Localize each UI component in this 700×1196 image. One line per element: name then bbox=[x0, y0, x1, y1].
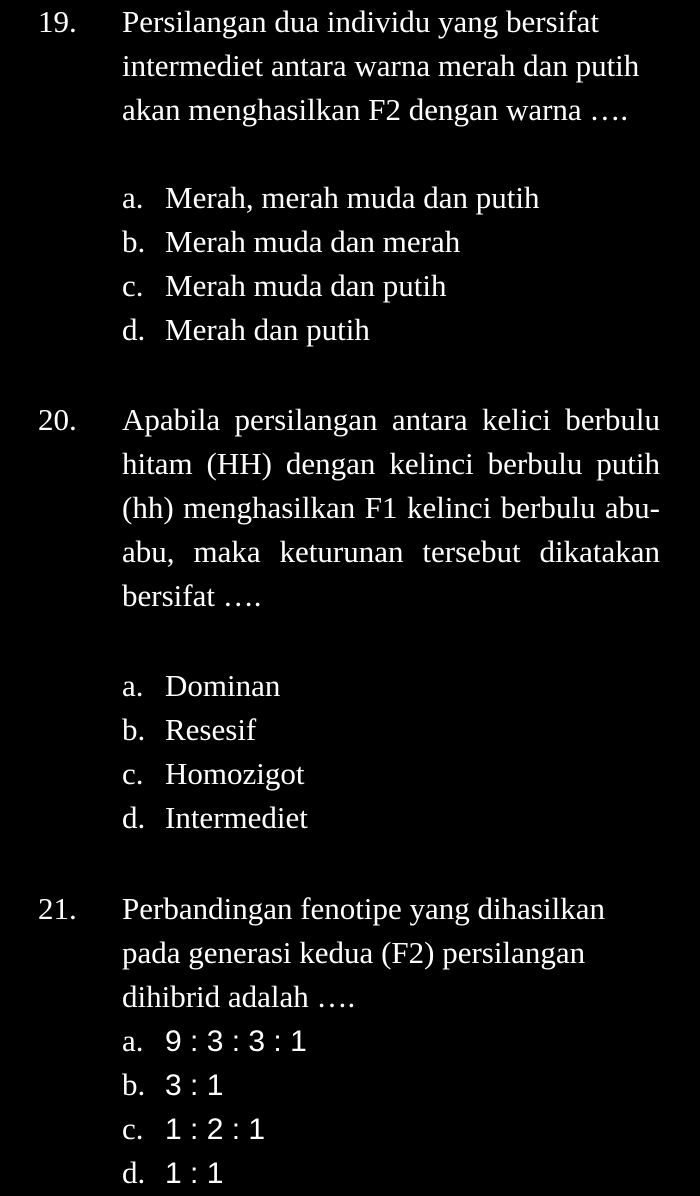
answer-options bbox=[122, 176, 539, 352]
question-text: Perbandingan fenotipe yang dihasilkan pada generasi kedua (F2) persilangan dihibrid adalah …. bbox=[122, 891, 605, 1014]
option-b[interactable] bbox=[122, 220, 539, 264]
option-text: 1 : 2 : 1 bbox=[165, 1113, 266, 1146]
option-letter: c. bbox=[122, 756, 144, 791]
answer-options bbox=[122, 1019, 307, 1195]
option-a[interactable] bbox=[122, 176, 539, 220]
option-letter: a. bbox=[122, 180, 144, 215]
option-letter: b. bbox=[122, 712, 146, 747]
question-text: Apabila persilangan antara kelici berbulu hitam (HH) dengan kelinci berbulu putih (hh) menghasilkan F1 kelinci berbulu abu-abu, maka keturunan tersebut dikatakan bersifat …. bbox=[122, 402, 660, 613]
question-number: 20. bbox=[38, 402, 77, 437]
option-d[interactable] bbox=[122, 796, 308, 840]
option-text: Dominan bbox=[165, 668, 281, 703]
option-text: Merah dan putih bbox=[165, 312, 370, 347]
answer-options bbox=[122, 664, 308, 840]
option-letter: a. bbox=[122, 1023, 144, 1058]
option-d[interactable] bbox=[122, 1151, 307, 1195]
option-b[interactable] bbox=[122, 1063, 307, 1107]
option-letter: a. bbox=[122, 668, 144, 703]
option-letter: d. bbox=[122, 312, 146, 347]
option-a[interactable] bbox=[122, 1019, 307, 1063]
option-letter: c. bbox=[122, 268, 144, 303]
option-text: Merah, merah muda dan putih bbox=[165, 180, 540, 215]
option-letter: d. bbox=[122, 800, 146, 835]
option-c[interactable] bbox=[122, 1107, 307, 1151]
option-text: Homozigot bbox=[165, 756, 305, 791]
option-letter: c. bbox=[122, 1111, 144, 1146]
option-a[interactable] bbox=[122, 664, 308, 708]
option-letter: d. bbox=[122, 1155, 146, 1190]
option-letter: b. bbox=[122, 224, 146, 259]
question-text: Persilangan dua individu yang bersifat intermediet antara warna merah dan putih akan menghasilkan F2 dengan warna …. bbox=[122, 4, 640, 127]
option-text: 9 : 3 : 3 : 1 bbox=[165, 1025, 307, 1058]
option-b[interactable] bbox=[122, 708, 308, 752]
option-text: Merah muda dan merah bbox=[165, 224, 461, 259]
option-text: Resesif bbox=[165, 712, 257, 747]
option-text: Merah muda dan putih bbox=[165, 268, 447, 303]
option-d[interactable] bbox=[122, 308, 539, 352]
option-text: 3 : 1 bbox=[165, 1069, 224, 1102]
option-text: Intermediet bbox=[165, 800, 308, 835]
option-letter: b. bbox=[122, 1067, 146, 1102]
option-c[interactable] bbox=[122, 752, 308, 796]
option-c[interactable] bbox=[122, 264, 539, 308]
question-number: 21. bbox=[38, 891, 77, 926]
question-number: 19. bbox=[38, 4, 77, 39]
option-text: 1 : 1 bbox=[165, 1157, 224, 1190]
